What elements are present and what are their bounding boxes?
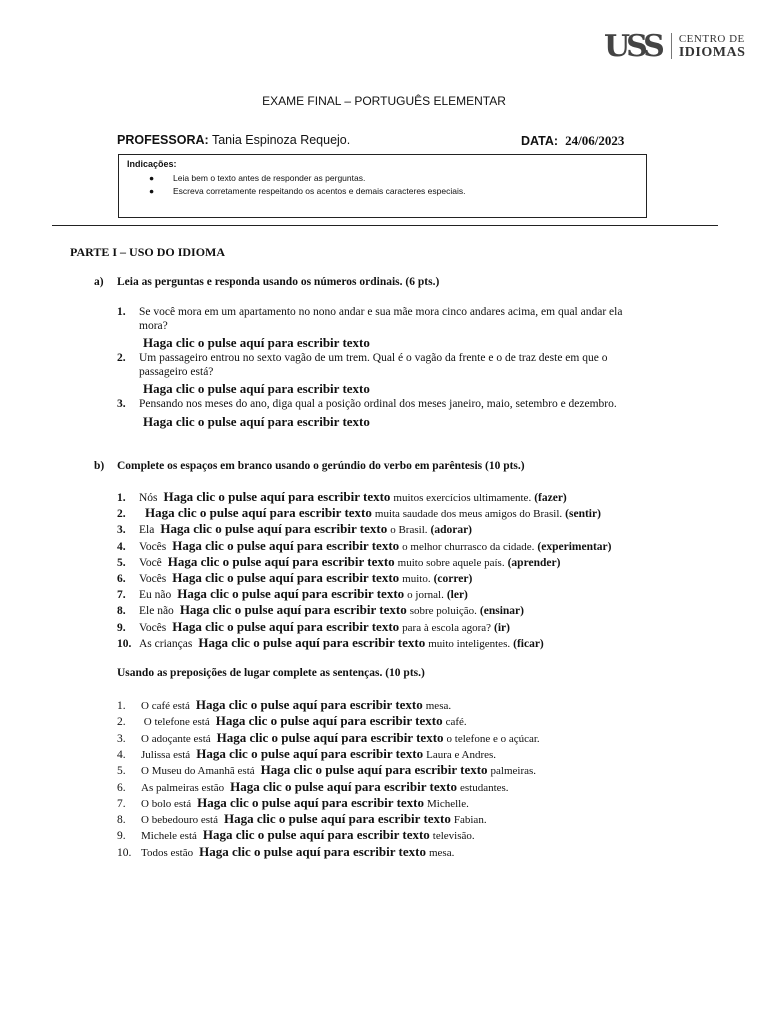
- item-number: 5.: [117, 556, 126, 569]
- logo: [604, 30, 745, 62]
- fill-row: [117, 602, 524, 618]
- instructions-heading: Indicações:: [127, 159, 177, 169]
- fill-row: [117, 795, 469, 811]
- sentence-end: mesa.: [428, 846, 455, 859]
- sentence-end: muito sobre aquele país.: [397, 556, 505, 569]
- item-number: 6.: [117, 573, 126, 585]
- sentence-end: mesa.: [425, 700, 452, 712]
- answer-field[interactable]: Haga clic o pulse aquí para escribir texto: [143, 414, 370, 429]
- sentence-start: O bolo está: [141, 797, 192, 810]
- item-number: 1.: [117, 492, 126, 504]
- question-text: passageiro está?: [139, 366, 214, 378]
- fill-row: [117, 730, 540, 746]
- sentence-end: estudantes.: [459, 781, 509, 794]
- fill-row: [117, 505, 601, 521]
- item-number: 9.: [117, 830, 126, 843]
- answer-field[interactable]: Haga clic o pulse aquí para escribir texto: [260, 762, 488, 778]
- sentence-end: o telefone e o açúcar.: [446, 732, 540, 745]
- fill-row: [117, 521, 472, 537]
- sentence-start: O adoçante está: [141, 732, 211, 745]
- sentence-start: As crianças: [139, 637, 193, 650]
- sentence-end: Laura e Andres.: [426, 748, 497, 761]
- instructions-box: Indicações: ● Leia bem o texto antes de responder as perguntas. ● Escreva corretamente respeitando os acentos e demais caracteres especiais.: [118, 154, 647, 218]
- answer-field[interactable]: Haga clic o pulse aquí para escribir texto: [167, 553, 395, 569]
- bullet-icon: ●: [149, 173, 155, 183]
- sentence-end: o melhor churrasco da cidade.: [402, 540, 535, 553]
- date-line: [521, 133, 624, 149]
- sentence-start: Ele não: [139, 605, 174, 618]
- verb-hint: (ficar): [513, 637, 544, 650]
- item-number: 10.: [117, 846, 132, 859]
- question-number: 3.: [117, 398, 126, 410]
- fill-row: [117, 779, 509, 795]
- fill-row: [117, 586, 468, 602]
- answer-field[interactable]: Haga clic o pulse aquí para escribir texto: [223, 811, 451, 827]
- answer-field[interactable]: Haga clic o pulse aquí para escribir texto: [143, 335, 370, 350]
- answer-field[interactable]: Haga clic o pulse aquí para escribir texto: [143, 381, 370, 396]
- exam-title: EXAME FINAL – PORTUGUÊS ELEMENTAR: [262, 94, 506, 108]
- fill-row: [117, 827, 475, 843]
- item-number: 5.: [117, 765, 126, 778]
- answer-field[interactable]: Haga clic o pulse aquí para escribir texto: [215, 713, 443, 729]
- sentence-start: O telefone está: [141, 716, 210, 729]
- answer-field[interactable]: Haga clic o pulse aquí para escribir texto: [202, 827, 430, 843]
- item-number: 7.: [117, 589, 126, 602]
- sentence-start: O Museu do Amanhã está: [141, 765, 255, 778]
- section-b-instruction: Complete os espaços em branco usando o gerúndio do verbo em parêntesis (10 pts.): [117, 460, 525, 472]
- sentence-end: muitos exercícios ultimamente.: [393, 492, 532, 504]
- question-number: 1.: [117, 306, 126, 318]
- item-number: 3.: [117, 732, 126, 745]
- section-a-instruction: Leia as perguntas e responda usando os números ordinais. (6 pts.): [117, 276, 440, 288]
- sentence-end: Michelle.: [427, 797, 469, 810]
- item-number: 6.: [117, 781, 126, 794]
- item-number: 8.: [117, 814, 126, 827]
- answer-field[interactable]: Haga clic o pulse aquí para escribir texto: [172, 570, 400, 585]
- sentence-start: Você: [139, 556, 162, 569]
- sentence-start: O café está: [141, 700, 190, 712]
- item-number: 7.: [117, 797, 126, 810]
- fill-row: [117, 570, 472, 586]
- sentence-start: Julissa está: [141, 748, 191, 761]
- sentence-start: Eu não: [139, 589, 172, 602]
- sentence-end: o Brasil.: [390, 524, 428, 537]
- date-value: 24/06/2023: [565, 133, 625, 148]
- date-label: DATA:: [521, 134, 559, 148]
- answer-field[interactable]: Haga clic o pulse aquí para escribir texto: [196, 745, 424, 761]
- sentence-start: Vocês: [139, 621, 167, 634]
- fill-row: [117, 538, 611, 554]
- verb-hint: (experimentar): [537, 540, 612, 553]
- fill-row: [117, 713, 467, 729]
- fill-row: [117, 697, 451, 713]
- question-text: Se você mora em um apartamento no nono andar e sua mãe mora cinco andares acima, em qual andar ela: [139, 306, 623, 318]
- fill-row: [117, 635, 544, 651]
- sentence-start: O bebedouro está: [141, 814, 218, 827]
- item-number: 4.: [117, 540, 126, 553]
- logo-divider: [671, 33, 672, 59]
- logo-text: [679, 33, 746, 59]
- fill-row: [117, 811, 487, 827]
- question-text: Um passageiro entrou no sexto vagão de um trem. Qual é o vagão da frente e o de traz deste em que o: [139, 352, 608, 364]
- divider: [52, 225, 718, 226]
- sentence-start: Michele está: [141, 830, 197, 843]
- verb-hint: (sentir): [565, 508, 601, 521]
- sentence-start: As palmeiras estão: [141, 781, 225, 794]
- logo-line2: IDIOMAS: [678, 45, 746, 60]
- logo-line1: CENTRO DE: [678, 33, 745, 45]
- bullet-icon: ●: [149, 186, 155, 196]
- sentence-start: Vocês: [139, 573, 167, 585]
- answer-field[interactable]: Haga clic o pulse aquí para escribir texto: [172, 618, 400, 634]
- answer-field[interactable]: Haga clic o pulse aquí para escribir texto: [172, 537, 400, 553]
- answer-field[interactable]: Haga clic o pulse aquí para escribir texto: [198, 634, 426, 650]
- answer-field[interactable]: Haga clic o pulse aquí para escribir texto: [216, 729, 444, 745]
- section-c-instruction: Usando as preposições de lugar complete as sentenças. (10 pts.): [117, 667, 425, 679]
- sentence-end: Fabian.: [453, 814, 487, 827]
- teacher-label: PROFESSORA:: [117, 133, 209, 147]
- verb-hint: (fazer): [534, 492, 567, 504]
- fill-row: [117, 619, 510, 635]
- verb-hint: (adorar): [430, 524, 473, 537]
- answer-field[interactable]: Haga clic o pulse aquí para escribir texto: [160, 521, 388, 537]
- answer-field[interactable]: Haga clic o pulse aquí para escribir texto: [145, 505, 372, 521]
- item-number: 2.: [117, 716, 126, 729]
- sentence-end: palmeiras.: [490, 765, 537, 778]
- verb-hint: (ir): [494, 621, 510, 634]
- verb-hint: (ler): [446, 589, 468, 602]
- answer-field[interactable]: Haga clic o pulse aquí para escribir texto: [199, 843, 426, 859]
- item-number: 10.: [117, 637, 132, 650]
- answer-field[interactable]: Haga clic o pulse aquí para escribir texto: [197, 794, 424, 810]
- verb-hint: (correr): [433, 573, 473, 585]
- answer-field[interactable]: Haga clic o pulse aquí para escribir texto: [163, 489, 391, 504]
- sentence-start: Vocês: [139, 540, 167, 553]
- verb-hint: (ensinar): [479, 605, 524, 618]
- section-a-label: a): [94, 276, 104, 288]
- sentence-end: televisão.: [432, 830, 475, 843]
- section-b-label: b): [94, 460, 105, 472]
- teacher-name: Tania Espinoza Requejo.: [211, 133, 351, 147]
- sentence-end: para à escola agora?: [402, 621, 492, 634]
- sentence-end: café.: [445, 716, 467, 729]
- sentence-end: muito.: [402, 573, 431, 585]
- item-number: 1.: [117, 700, 126, 712]
- verb-hint: (aprender): [507, 556, 561, 569]
- logo-mark: USS: [604, 28, 661, 64]
- item-number: 8.: [117, 605, 126, 618]
- item-number: 4.: [117, 748, 126, 761]
- sentence-start: Ela: [139, 524, 155, 537]
- answer-field[interactable]: Haga clic o pulse aquí para escribir texto: [195, 697, 423, 712]
- question-text: mora?: [139, 320, 168, 332]
- question-number: 2.: [117, 352, 126, 364]
- sentence-end: sobre poluição.: [409, 605, 477, 618]
- fill-row: [117, 746, 496, 762]
- fill-row: [117, 554, 560, 570]
- item-number: 9.: [117, 621, 126, 634]
- item-number: 3.: [117, 524, 126, 537]
- answer-field[interactable]: Haga clic o pulse aquí para escribir texto: [177, 586, 405, 602]
- answer-field[interactable]: Haga clic o pulse aquí para escribir texto: [230, 778, 457, 794]
- teacher-line: [117, 133, 350, 147]
- answer-field[interactable]: Haga clic o pulse aquí para escribir texto: [179, 602, 407, 618]
- part1-title: PARTE I – USO DO IDIOMA: [70, 245, 226, 259]
- fill-row: [117, 762, 536, 778]
- sentence-end: o jornal.: [407, 589, 444, 602]
- fill-row: [117, 489, 567, 505]
- sentence-end: muito inteligentes.: [428, 637, 511, 650]
- fill-row: [117, 844, 454, 860]
- question-text: Pensando nos meses do ano, diga qual a posição ordinal dos meses janeiro, maio, setembro e dezembro.: [139, 398, 617, 410]
- item-number: 2.: [117, 508, 126, 521]
- sentence-start: Todos estão: [141, 846, 194, 859]
- sentence-end: muita saudade dos meus amigos do Brasil.: [374, 508, 563, 521]
- sentence-start: Nós: [139, 492, 158, 504]
